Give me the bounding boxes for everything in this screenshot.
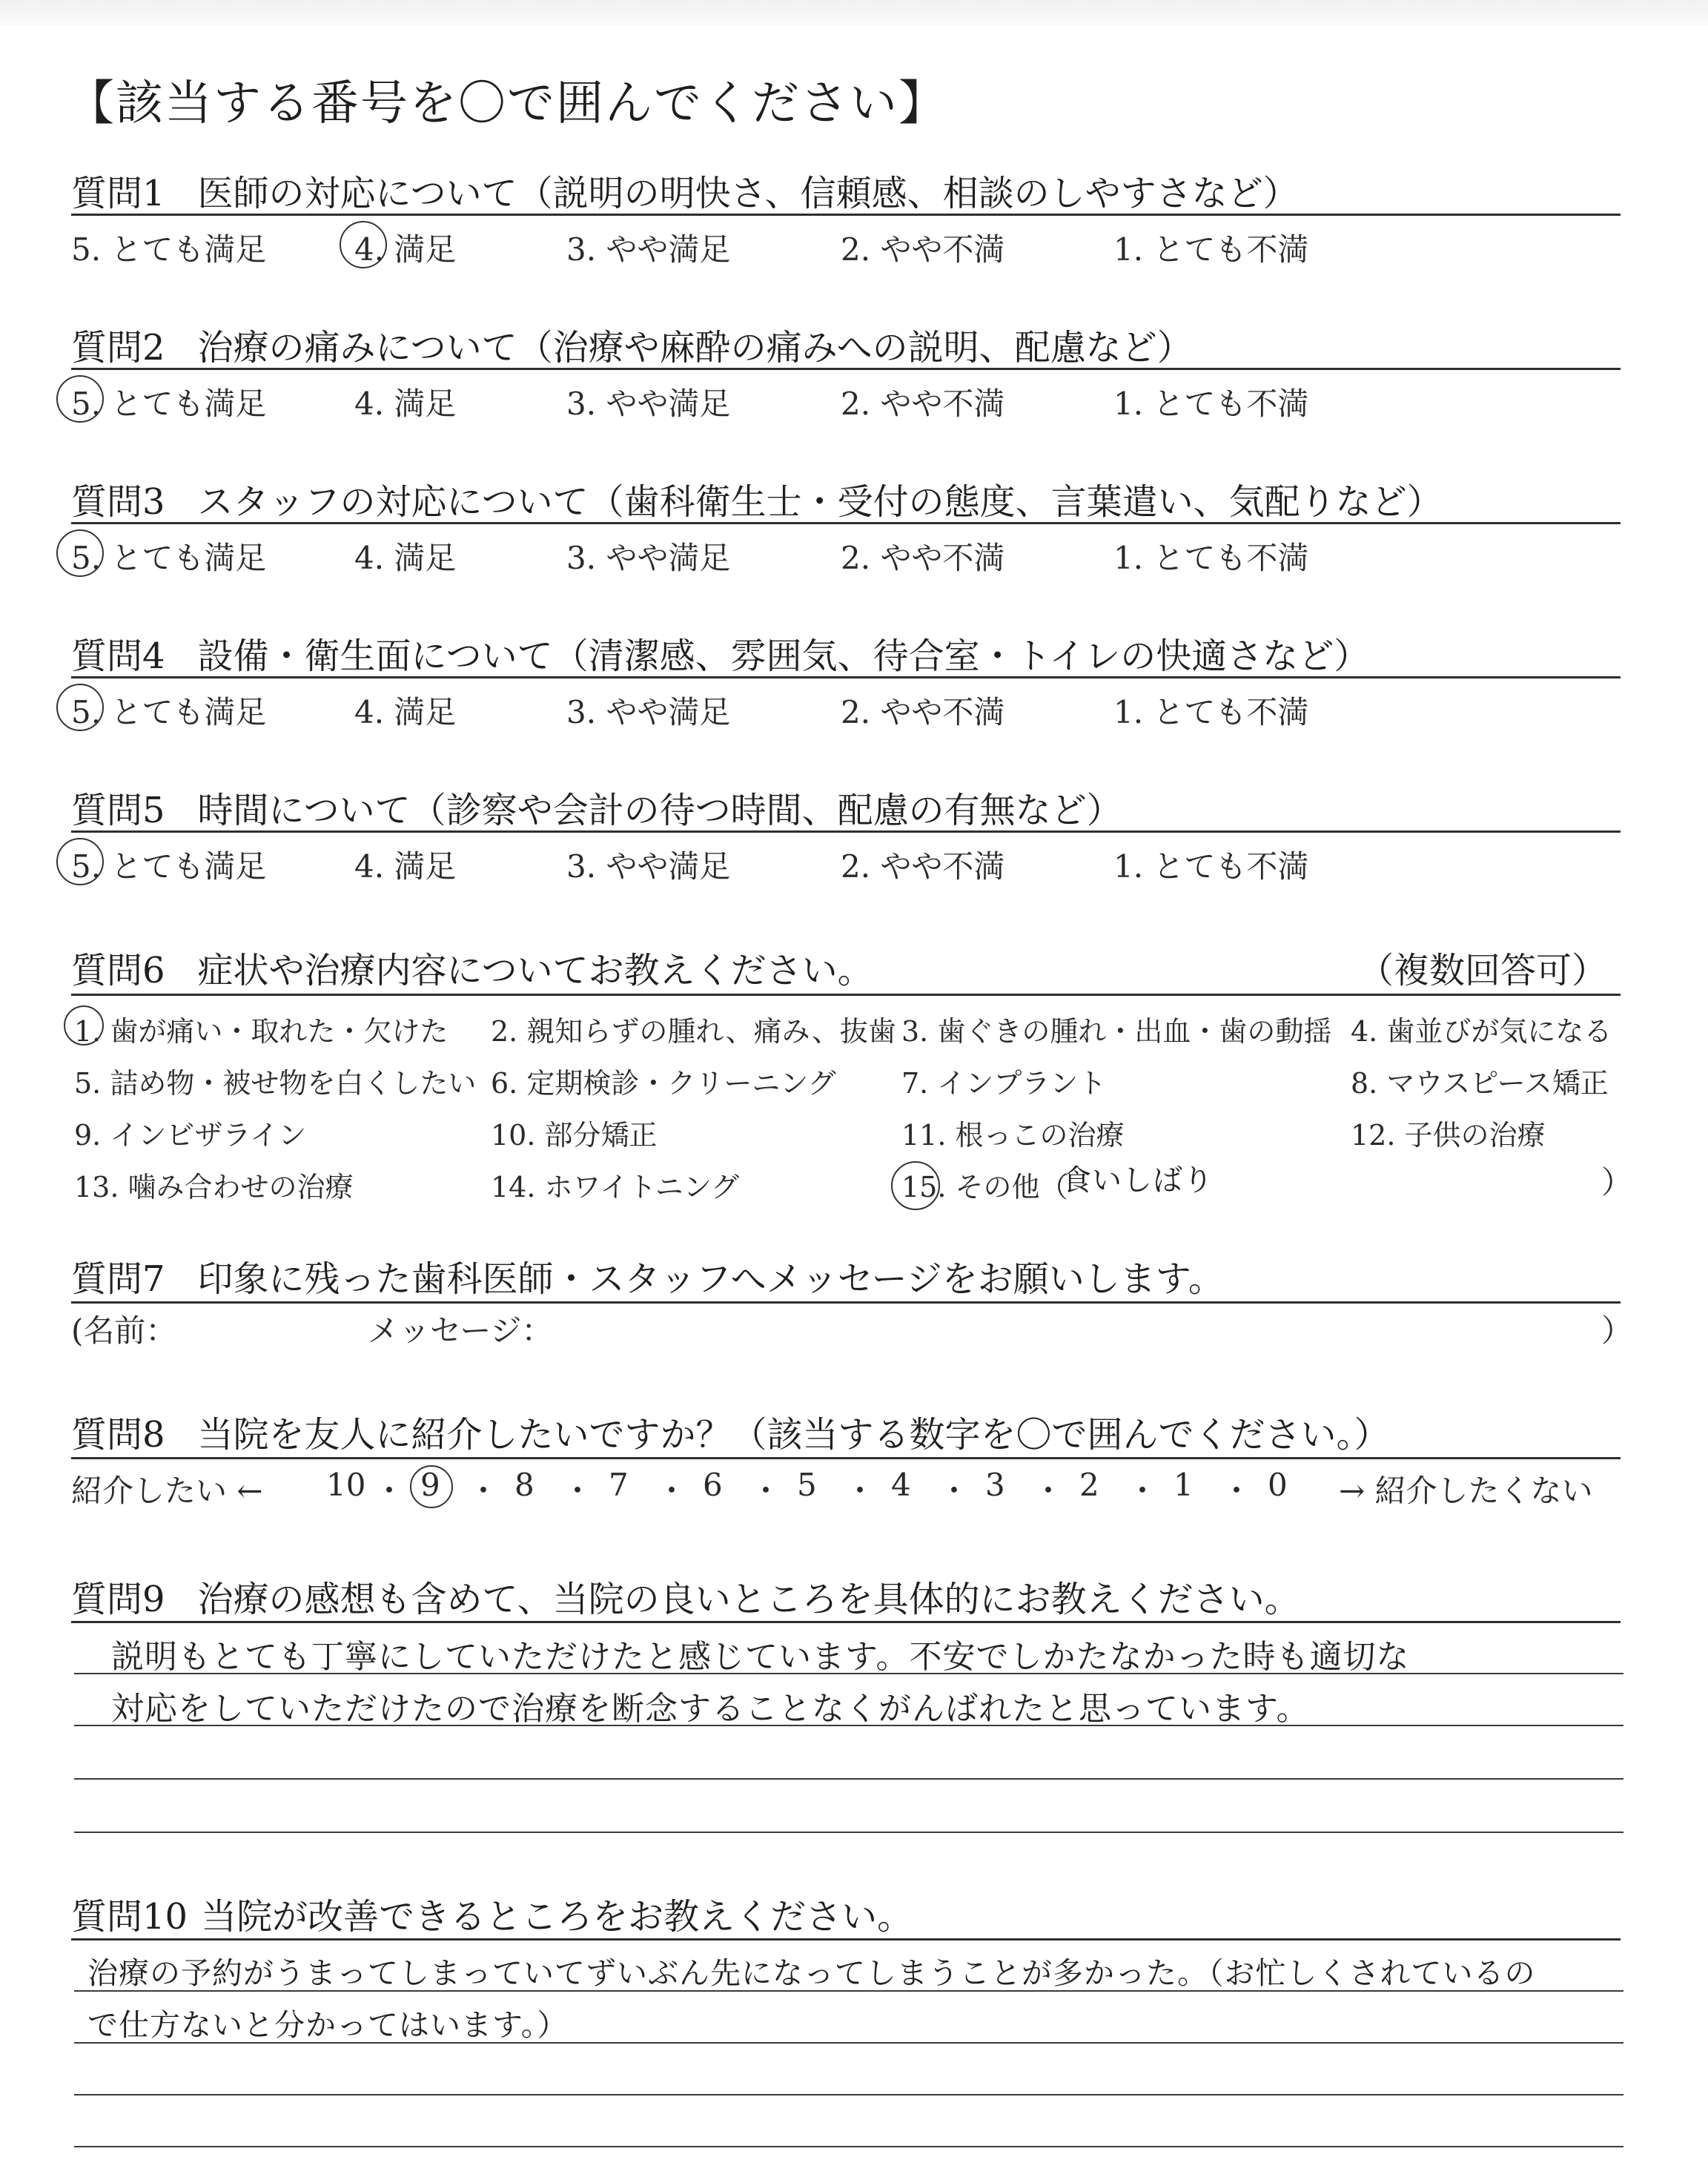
q8-scale-dot: ・ [844, 1473, 876, 1509]
rating-option[interactable]: 3. やや満足 [566, 848, 731, 885]
question-text: 医師の対応について（説明の明快さ、信頼感、相談のしやすさなど） [197, 173, 1299, 214]
q6-option[interactable]: 10. 部分矯正 [491, 1119, 658, 1152]
question-heading [71, 473, 1443, 524]
q6-multiple-note: （複数回答可） [1358, 950, 1608, 991]
question-rule [71, 676, 1621, 678]
q9-answer-text: 説明もとても丁寧にしていただけたと感じています。不安でしかたなかった時も適切な [111, 1638, 1410, 1676]
question-rule [71, 214, 1621, 216]
rating-option[interactable]: 2. やや不満 [841, 694, 1005, 730]
q10-answer-text: で仕方ないと分かってはいます。） [87, 2007, 569, 2043]
q7-text: 印象に残った歯科医師・スタッフへメッセージをお願いします。 [197, 1258, 1224, 1300]
q8-scale-number[interactable]: 10 [326, 1467, 366, 1503]
rating-option[interactable]: 1. とても不満 [1113, 540, 1309, 576]
q7-name-label: (名前： [71, 1312, 177, 1349]
q8-scale-dot: ・ [468, 1473, 500, 1509]
selected-circle [340, 221, 387, 268]
q8-label: 質問8 [71, 1414, 165, 1456]
q8-scale-number[interactable]: 2 [1079, 1467, 1099, 1503]
rating-option[interactable]: 1. とても不満 [1113, 694, 1309, 730]
q6-close-paren: ） [1601, 1164, 1633, 1200]
q6-option[interactable]: 11. 根っこの治療 [901, 1119, 1125, 1152]
q8-scale-number[interactable]: 0 [1268, 1467, 1288, 1503]
rating-option[interactable]: 2. やや不満 [841, 540, 1005, 576]
rating-option[interactable]: 4. 満足 [354, 386, 457, 422]
rating-option[interactable]: 1. とても不満 [1113, 848, 1309, 885]
q8-scale-number[interactable]: 9 [420, 1467, 440, 1503]
rating-option[interactable]: 2. やや不満 [841, 848, 1005, 885]
question-rule [71, 522, 1621, 524]
rating-option[interactable]: 4. 満足 [354, 231, 457, 268]
question-label: 質問5 [71, 790, 165, 831]
q9-text: 治療の感想も含めて、当院の良いところを具体的にお教えください。 [197, 1579, 1300, 1620]
rating-option[interactable]: 5. とても満足 [71, 540, 267, 576]
q10-answer-line [74, 2094, 1623, 2095]
q6-heading [71, 942, 873, 993]
q6-option[interactable]: 5. 詰め物・被せ物を白くしたい [74, 1067, 477, 1100]
q7-heading [71, 1250, 1224, 1301]
q8-scale-number[interactable]: 3 [985, 1467, 1005, 1503]
rating-option[interactable]: 5. とても満足 [71, 694, 267, 730]
q6-other-answer: 食いしばり [1062, 1163, 1214, 1198]
q6-option[interactable]: 1. 歯が痛い・取れた・欠けた [74, 1015, 448, 1048]
q7-rule [71, 1301, 1621, 1304]
rating-option[interactable]: 2. やや不満 [841, 386, 1005, 422]
q6-option[interactable]: 9. インビザライン [74, 1119, 307, 1152]
q6-option[interactable]: 12. 子供の治療 [1351, 1119, 1546, 1152]
q8-scale-dot: ・ [1221, 1473, 1253, 1509]
rating-option[interactable]: 3. やや満足 [566, 540, 731, 576]
q8-scale-dot: ・ [750, 1473, 782, 1509]
q8-scale-number[interactable]: 8 [514, 1467, 534, 1503]
question-heading [71, 319, 1193, 370]
rating-option[interactable]: 2. やや不満 [841, 231, 1005, 268]
q10-answer-text: 治療の予約がうまってしまっていてずいぶん先になってしまうことが多かった。（お忙しくされているの [87, 1955, 1536, 1991]
q6-option[interactable]: 13. 噛み合わせの治療 [74, 1171, 354, 1203]
q8-scale-number[interactable]: 6 [703, 1467, 723, 1503]
question-heading [71, 627, 1369, 678]
q8-right-label: → 紹介したくない [1339, 1473, 1593, 1509]
q8-scale-dot: ・ [939, 1473, 970, 1509]
question-text: スタッフの対応について（歯科衛生士・受付の態度、言葉遣い、気配りなど） [197, 481, 1443, 523]
question-heading [71, 165, 1299, 216]
q8-scale-dot: ・ [562, 1473, 594, 1509]
q8-scale-dot: ・ [1127, 1473, 1159, 1509]
q6-option[interactable]: 8. マウスピース矯正 [1351, 1067, 1609, 1100]
q6-option[interactable]: 2. 親知らずの腫れ、痛み、抜歯 [491, 1015, 896, 1048]
q8-left-label: 紹介したい ← [71, 1473, 263, 1509]
question-text: 治療の痛みについて（治療や麻酔の痛みへの説明、配慮など） [197, 327, 1193, 369]
q10-heading [71, 1888, 913, 1939]
q6-text: 症状や治療内容についてお教えください。 [197, 950, 873, 991]
q8-heading [71, 1406, 1390, 1457]
selected-circle [56, 838, 104, 885]
q9-rule [71, 1621, 1621, 1623]
q6-option[interactable]: 6. 定期検診・クリーニング [491, 1067, 836, 1100]
selected-circle [64, 1005, 104, 1046]
q7-close-paren: ） [1601, 1312, 1633, 1349]
selected-circle [891, 1161, 940, 1210]
q9-label: 質問9 [71, 1579, 165, 1620]
rating-option[interactable]: 3. やや満足 [566, 694, 731, 730]
selected-circle [56, 684, 104, 731]
selected-circle [56, 375, 104, 423]
q8-text: 当院を友人に紹介したいですか？（該当する数字を〇で囲んでください。） [197, 1414, 1390, 1456]
rating-option[interactable]: 1. とても不満 [1113, 231, 1309, 268]
q6-label: 質問6 [71, 950, 165, 991]
rating-option[interactable]: 5. とても満足 [71, 231, 267, 268]
question-heading [71, 782, 1122, 833]
question-rule [71, 830, 1621, 833]
q6-option[interactable]: 15. その他（ [901, 1171, 1068, 1203]
rating-option[interactable]: 1. とても不満 [1113, 386, 1309, 422]
q8-scale-number[interactable]: 7 [609, 1467, 629, 1503]
q10-rule [71, 1938, 1621, 1941]
q8-scale-number[interactable]: 4 [891, 1467, 911, 1503]
q6-option[interactable]: 7. インプラント [901, 1067, 1107, 1100]
rating-option[interactable]: 4. 満足 [354, 848, 457, 885]
q10-answer-line [74, 2146, 1623, 2147]
q8-scale-dot: ・ [1033, 1473, 1065, 1509]
rating-option[interactable]: 3. やや満足 [566, 231, 731, 268]
q10-label: 質問10 [71, 1896, 188, 1938]
question-label: 質問3 [71, 481, 165, 523]
q6-option[interactable]: 14. ホワイトニング [491, 1171, 740, 1203]
question-text: 設備・衛生面について（清潔感、雰囲気、待合室・トイレの快適さなど） [197, 635, 1370, 677]
q9-answer-line [74, 1778, 1623, 1780]
q8-scale-number[interactable]: 5 [797, 1467, 817, 1503]
q8-scale-dot: ・ [374, 1473, 406, 1509]
scan-top-edge [0, 0, 1708, 25]
question-text: 時間について（診察や会計の待つ時間、配慮の有無など） [197, 790, 1122, 831]
q6-option[interactable]: 3. 歯ぐきの腫れ・出血・歯の動揺 [901, 1015, 1332, 1048]
rating-option[interactable]: 5. とても満足 [71, 848, 267, 885]
q8-scale-dot: ・ [656, 1473, 688, 1509]
rating-option[interactable]: 5. とても満足 [71, 386, 267, 422]
rating-option[interactable]: 3. やや満足 [566, 386, 731, 422]
q9-answer-line [74, 1832, 1623, 1833]
question-label: 質問1 [71, 173, 165, 214]
question-label: 質問2 [71, 327, 165, 369]
rating-option[interactable]: 4. 満足 [354, 694, 457, 730]
q8-rule [71, 1457, 1621, 1459]
form-title: 【該当する番号を〇で囲んでください】 [67, 76, 947, 131]
selected-circle [56, 529, 104, 577]
q7-label: 質問7 [71, 1258, 165, 1300]
q7-message-label: メッセージ： [368, 1312, 553, 1349]
q9-answer-text: 対応をしていただけたので治療を断念することなくがんばれたと思っています。 [111, 1690, 1310, 1728]
rating-option[interactable]: 4. 満足 [354, 540, 457, 576]
question-rule [71, 368, 1621, 370]
q9-heading [71, 1571, 1300, 1622]
q6-option[interactable]: 4. 歯並びが気になる [1351, 1015, 1612, 1048]
q10-text: 当院が改善できるところをお教えください。 [201, 1896, 913, 1938]
question-label: 質問4 [71, 635, 165, 677]
selected-circle [410, 1465, 453, 1508]
q6-rule [71, 994, 1621, 996]
q8-scale-number[interactable]: 1 [1174, 1467, 1194, 1503]
